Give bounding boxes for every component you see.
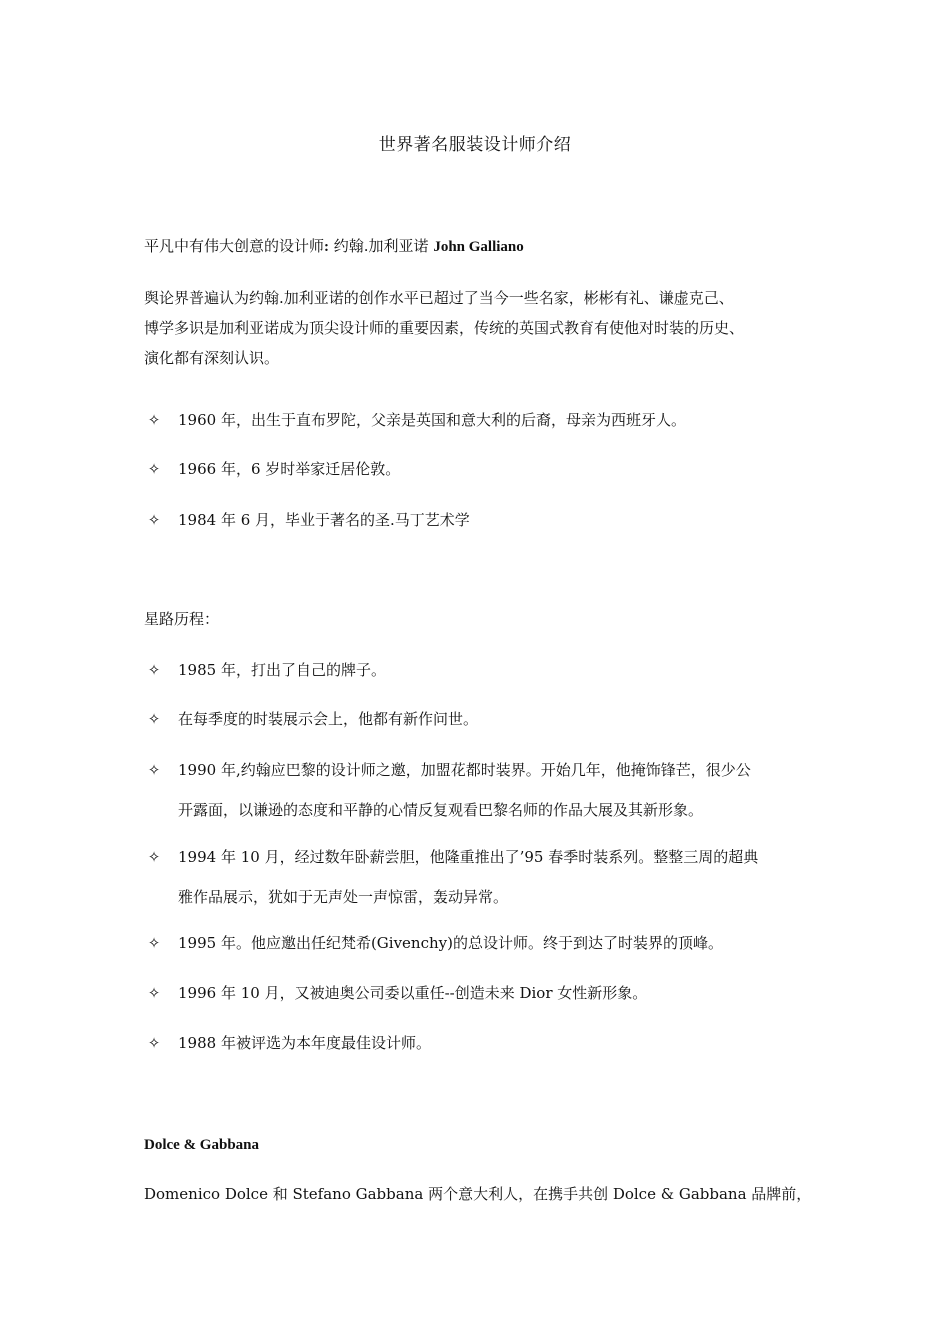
career-bullet-item xyxy=(144,750,824,830)
heading-colon: : xyxy=(324,239,330,255)
bullet-star-icon: ✧ xyxy=(147,460,161,478)
bullet-text: 1985 年，打出了自己的牌子。 xyxy=(178,661,386,679)
bullet-star-icon: ✧ xyxy=(147,1034,161,1052)
bullet-star-icon: ✧ xyxy=(147,411,161,429)
section-heading-dolce-gabbana: Dolce & Gabbana xyxy=(144,1137,260,1153)
bullet-text-line: 雅作品展示，犹如于无声处一声惊雷，轰动异常。 xyxy=(178,888,509,906)
bullet-star-icon: ✧ xyxy=(147,934,161,952)
career-bullet-item xyxy=(144,973,824,1013)
bullet-text-line: 1990 年,约翰应巴黎的设计师之邀，加盟花都时装界。开始几年，他掩饰锋芒，很少公 xyxy=(178,761,751,779)
document-title: 世界著名服装设计师介绍 xyxy=(378,135,572,155)
career-bullet-item xyxy=(144,650,824,690)
bullet-text: 在每季度的时装展示会上，他都有新作问世。 xyxy=(178,710,479,728)
section-heading-career: 星路历程： xyxy=(144,610,220,628)
career-bullet-item xyxy=(144,923,824,963)
dolce-intro-paragraph: Domenico Dolce 和 Stefano Gabbana 两个意大利人，在携手共创 Dolce & Gabbana 品牌前， xyxy=(144,1185,812,1203)
bullet-text: 1996 年 10 月，又被迪奥公司委以重任--创造未来 Dior 女性新形象。 xyxy=(178,984,648,1002)
bio-bullet-item xyxy=(144,500,824,540)
bullet-star-icon: ✧ xyxy=(147,848,161,866)
intro-line: 舆论界普遍认为约翰.加利亚诺的创作水平已超过了当今一些名家，彬彬有礼、谦虚克己、 xyxy=(144,289,734,307)
bio-bullet-item xyxy=(144,449,824,489)
bullet-star-icon: ✧ xyxy=(147,661,161,679)
bullet-text-line: 开露面，以谦逊的态度和平静的心情反复观看巴黎名师的作品大展及其新形象。 xyxy=(178,801,704,819)
section-heading-galliano xyxy=(144,231,824,262)
bullet-text-line: 1994 年 10 月，经过数年卧薪尝胆，他隆重推出了’95 春季时装系列。整整三周的超典 xyxy=(178,848,759,866)
bullet-star-icon: ✧ xyxy=(147,984,161,1002)
bullet-text: 1995 年。他应邀出任纪梵希(Givenchy)的总设计师。终于到达了时装界的顶峰。 xyxy=(178,934,723,952)
bullet-text: 1966 年，6 岁时举家迁居伦敦。 xyxy=(178,460,401,478)
bullet-text: 1984 年 6 月，毕业于著名的圣.马丁艺术学 xyxy=(178,511,470,529)
career-bullet-item xyxy=(144,837,824,917)
heading-cn: 平凡中有伟大创意的设计师 xyxy=(144,237,325,255)
bullet-star-icon: ✧ xyxy=(147,511,161,529)
career-bullet-item xyxy=(144,699,824,739)
bio-bullet-item xyxy=(144,400,824,440)
heading-name-cn: 约翰.加利亚诺 xyxy=(329,237,434,255)
bullet-text: 1960 年，出生于直布罗陀，父亲是英国和意大利的后裔，母亲为西班牙人。 xyxy=(178,411,686,429)
intro-line: 演化都有深刻认识。 xyxy=(144,349,280,367)
intro-line: 博学多识是加利亚诺成为顶尖设计师的重要因素，传统的英国式教育有使他对时装的历史、 xyxy=(144,319,745,337)
bullet-star-icon: ✧ xyxy=(147,710,161,728)
galliano-intro-paragraph xyxy=(144,283,824,373)
bullet-star-icon: ✧ xyxy=(147,761,161,779)
heading-name-en: John Galliano xyxy=(433,239,524,255)
bullet-text: 1988 年被评选为本年度最佳设计师。 xyxy=(178,1034,431,1052)
career-bullet-item xyxy=(144,1023,824,1063)
